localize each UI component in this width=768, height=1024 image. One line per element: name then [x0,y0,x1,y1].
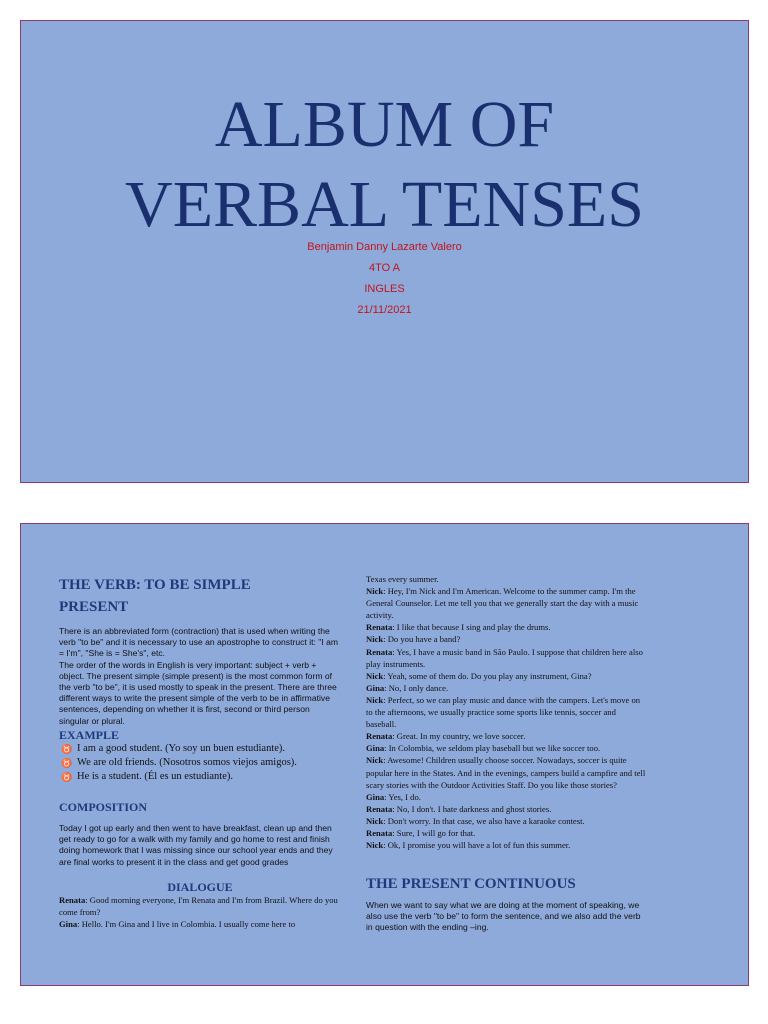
dialogue-left [59,894,341,930]
speaker-name: Renata [366,827,393,838]
dialogue-line [59,894,341,918]
dialogue-line [366,585,646,621]
speaker-name: Gina [366,743,385,754]
dialogue-line [366,730,646,742]
dialogue-line [366,791,646,803]
dialogue-text: : Hey, I'm Nick and I'm American. Welcome to the summer camp. I'm the General Counselor. Let me tell you that we generally start the day with a music activity. [366,586,639,621]
speaker-name: Nick [366,815,384,826]
cover-page [20,20,749,483]
dialogue-line [366,827,646,839]
example-text: We are old friends. (Nosotros somos viejos amigos). [77,757,297,768]
dialogue-line [366,754,646,790]
cover-date: 21/11/2021 [357,304,412,316]
example-list [61,742,346,784]
speaker-name: Gina [59,919,78,930]
dialogue-text: : No, I don't. I hate darkness and ghost stories. [392,803,552,814]
dialogue-text: : Yes, I do. [384,791,421,802]
speaker-name: Nick [366,634,384,645]
composition-text: Today I got up early and then went to have breakfast, clean up and then get ready to go for a walk with my family and go home to rest and finish doing homework that I was missing since our school year ends and they are final works to present it in the class and get good grades [59,823,333,867]
cover-title-line1: ALBUM OF [214,88,555,161]
speaker-name: Gina [366,791,385,802]
speaker-name: Nick [366,694,384,705]
dialogue-line [366,670,646,682]
dialogue-line [366,646,646,670]
speaker-name: Gina [366,682,385,693]
dialogue-text: : Good morning everyone, I'm Renata and I'm from Brazil. Where do you come from? [59,895,338,918]
dialogue-line [366,621,646,633]
dialogue-line [366,682,646,694]
cover-grade: 4TO A [369,262,400,274]
dialogue-text: : Don't worry. In that case, we also have a karaoke contest. [383,815,585,826]
composition-heading: COMPOSITION [59,800,148,814]
dialogue-text: : Ok, I promise you will have a lot of fun this summer. [383,840,571,851]
to-be-heading: THE VERB: TO BE SIMPLE PRESENT [59,577,251,615]
speaker-name: Nick [366,840,384,851]
continuous-heading: THE PRESENT CONTINUOUS [366,876,576,892]
dialogue-text: : Awesome! Children usually choose soccer. Nowadays, soccer is quite popular here in the States. And in the evenings, campers build a campfire and tell scary stories with the Outdoor Activities Staff. Do you like those stories? [366,755,646,790]
speaker-name: Nick [366,755,384,766]
dialogue-text: : Yes, I have a music band in São Paulo. I suppose that children here also play instruments. [366,646,643,669]
speaker-name: Renata [366,646,393,657]
cover-subject: INGLES [364,283,405,295]
dialogue-line [59,918,341,930]
example-item [61,742,346,756]
dialogue-line: Texas every summer. [366,574,439,584]
speaker-name: Renata [59,895,86,905]
speaker-name: Renata [366,803,393,814]
dialogue-text: : Yeah, some of them do. Do you play any instrument, Gina? [383,670,592,681]
dialogue-line [366,694,646,730]
bullet-icon: ♉ [61,744,73,754]
dialogue-text: : Great. In my country, we love soccer. [392,731,526,742]
to-be-intro: There is an abbreviated form (contraction) that is used when writing the verb "to be" and it is necessary to use an apostrophe to construct it: "I am = I'm", "She is = She's", etc. The order of the words in English is very important: subject + verb + object. The present simple (simple present) is the most common form of the verb "to be", it is used mostly to speak in the present. There are three different ways to write the present simple of the verb to be in affirmative sentences, depending on whether it is first, second or third person singular or plural. [59,626,339,726]
dialogue-text: : No, I only dance. [384,682,449,693]
speaker-name: Renata [366,731,393,742]
example-text: I am a good student. (Yo soy un buen estudiante). [77,743,286,754]
dialogue-text: : Perfect, so we can play music and dance with the campers. Let's move on to the afternoons, we usually practice some sports like tennis, soccer and baseball. [366,694,641,730]
speaker-name: Nick [366,586,384,597]
example-item [61,770,346,784]
example-text: He is a student. (Él es un estudiante). [77,771,234,782]
dialogue-text: : Sure, I will go for that. [392,827,476,838]
dialogue-text: : I like that because I sing and play the drums. [392,622,551,633]
dialogue-right [366,573,646,851]
dialogue-line [366,742,646,754]
speaker-name: Renata [366,622,393,633]
dialogue-heading: DIALOGUE [167,880,233,894]
bullet-icon: ♉ [61,772,73,782]
speaker-name: Nick [366,670,384,681]
content-page [20,523,749,986]
cover-author: Benjamin Danny Lazarte Valero [307,241,462,253]
dialogue-text: : In Colombia, we seldom play baseball but we like soccer too. [384,743,601,754]
dialogue-line [366,633,646,645]
dialogue-text: : Do you have a band? [383,634,461,645]
dialogue-line [366,839,646,851]
dialogue-text: : Hello. I'm Gina and I live in Colombia. I usually come here to [77,919,296,930]
continuous-text: When we want to say what we are doing at the moment of speaking, we also use the verb "to be" to form the sentence, and we also add the verb in question with the ending –ing. [366,900,641,933]
cover-title-line2: VERBAL TENSES [125,168,644,241]
example-heading: EXAMPLE [59,728,119,742]
bullet-icon: ♉ [61,758,73,768]
dialogue-line [366,803,646,815]
dialogue-line [366,815,646,827]
example-item [61,756,346,770]
